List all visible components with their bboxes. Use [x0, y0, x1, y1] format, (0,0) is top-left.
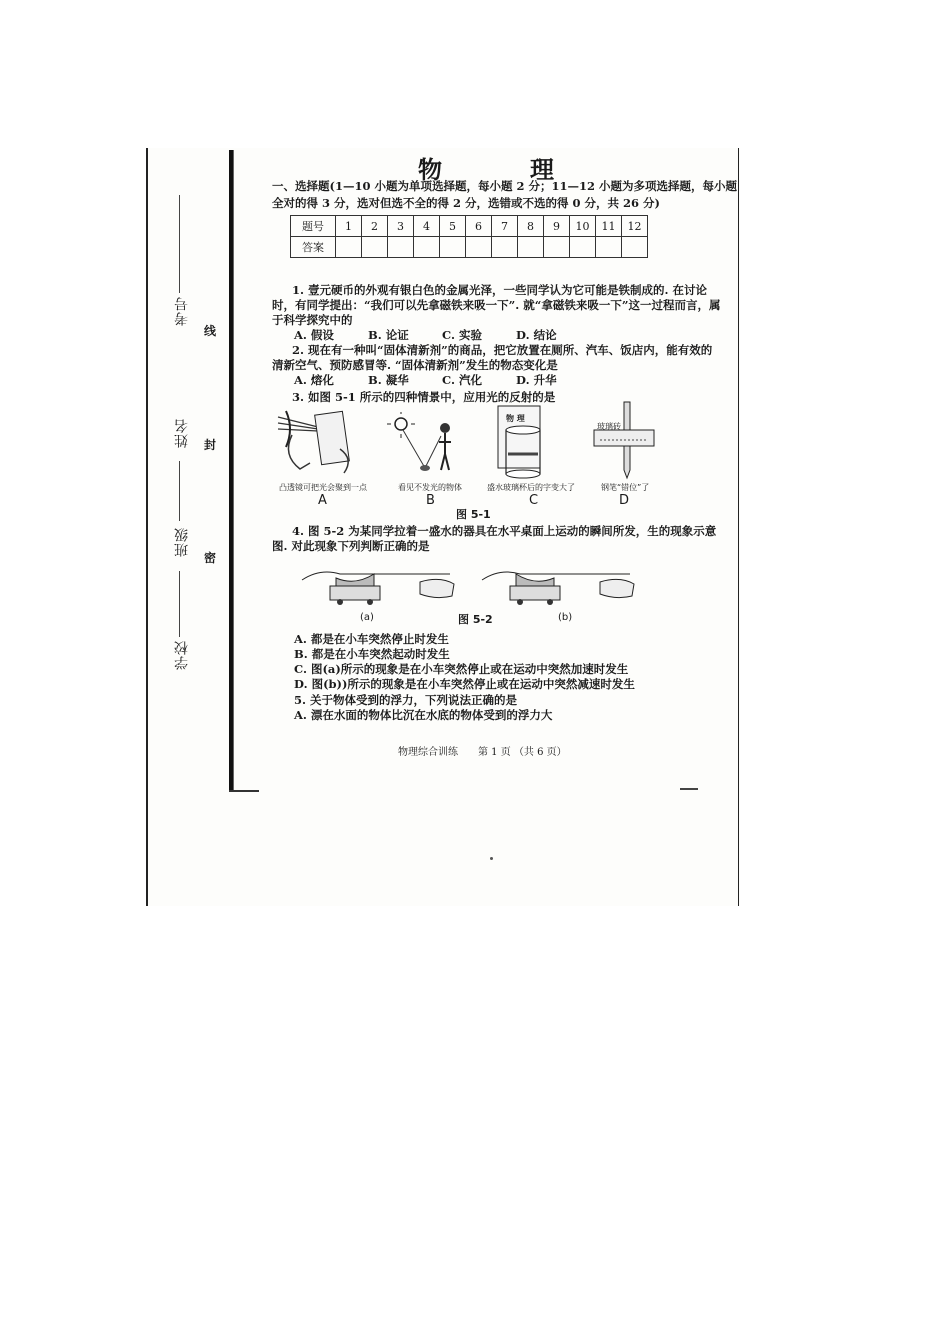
answer-number: 3 [388, 216, 414, 237]
q1-option-c[interactable]: C. 实验 [442, 328, 482, 342]
q4-line-2: 图. 对此现象下列判断正确的是 [272, 539, 430, 553]
answer-cell[interactable] [388, 237, 414, 258]
figure-5-2a [300, 560, 460, 608]
answer-cell[interactable] [570, 237, 596, 258]
q1-line-2: 时，有同学提出：“我们可以先拿磁铁来吸一下”. 就“拿磁铁来吸一下”这一过程而言，属 [272, 298, 721, 312]
school-label: 学校 [174, 640, 190, 670]
q1-options [294, 327, 590, 343]
figure-d-pen [590, 400, 660, 480]
caption-b: 看见不发光的物体 [398, 483, 462, 492]
q1-line-1: 1. 壹元硬币的外观有银白色的金属光泽，一些同学认为它可能是铁制成的. 在讨论 [292, 283, 708, 297]
figure-5-2-label: 图 5-2 [458, 613, 493, 626]
answer-number: 10 [570, 216, 596, 237]
section-instruction-2: 全对的得 3 分，选对但选不全的得 2 分，选错或不选的得 0 分，共 26 分) [272, 196, 660, 210]
name-blank [179, 461, 180, 521]
q3-line-1: 3. 如图 5-1 所示的四种情景中，应用光的反射的是 [292, 390, 556, 404]
q1-line-3: 于科学探究中的 [272, 313, 353, 327]
answer-number: 5 [440, 216, 466, 237]
q5-option-a[interactable]: A. 漂在水面的物体比沉在水底的物体受到的浮力大 [294, 708, 553, 722]
page-title: 物 理 [418, 155, 586, 184]
scan-mark [680, 788, 698, 790]
figure-5-2b [480, 560, 640, 608]
figure-c-label: 物 理 [506, 414, 525, 423]
page-edge-left [146, 148, 148, 906]
answer-cell[interactable] [544, 237, 570, 258]
q2-option-a[interactable]: A. 熔化 [294, 373, 334, 387]
answer-number: 6 [466, 216, 492, 237]
q4-option-c[interactable]: C. 图(a)所示的现象是在小车突然停止或在运动中突然加速时发生 [294, 662, 629, 676]
exam-no-blank [179, 195, 180, 293]
answer-table [290, 215, 648, 258]
label-d: D [619, 493, 630, 508]
figure-d-label: 玻璃砖 [597, 422, 621, 431]
answer-cell[interactable] [596, 237, 622, 258]
q2-line-2: 清新空气、预防感冒等. “固体清新剂”发生的物态变化是 [272, 358, 558, 372]
name-label: 姓名 [174, 418, 190, 448]
sub-label-a: (a) [360, 612, 374, 623]
scan-speck [490, 857, 493, 860]
q4-option-a[interactable]: A. 都是在小车突然停止时发生 [294, 632, 449, 646]
caption-d: 钢笔“错位”了 [601, 483, 650, 492]
answer-cell[interactable] [518, 237, 544, 258]
class-label: 班级 [174, 527, 190, 557]
answer-number: 1 [336, 216, 362, 237]
answer-number: 9 [544, 216, 570, 237]
q2-options [294, 372, 590, 388]
page-footer: 物理综合训练 第 1 页 （共 6 页） [398, 747, 567, 758]
q2-option-d[interactable]: D. 升华 [516, 373, 557, 387]
answer-number: 2 [362, 216, 388, 237]
section-instruction-1: 一、选择题(1—10 小题为单项选择题，每小题 2 分；11—12 小题为多项选择题，每小题 [272, 179, 737, 193]
answer-number: 12 [622, 216, 648, 237]
figure-b-reflection [385, 412, 465, 477]
seal-mi-char: 密 [204, 551, 217, 565]
row-label-number: 题号 [291, 216, 336, 237]
answer-number: 11 [596, 216, 622, 237]
label-b: B [426, 493, 435, 508]
q2-option-c[interactable]: C. 汽化 [442, 373, 482, 387]
answer-cell[interactable] [466, 237, 492, 258]
answer-cell[interactable] [336, 237, 362, 258]
caption-a: 凸透镜可把光会聚到一点 [279, 483, 367, 492]
figure-c-glass [490, 404, 560, 480]
answer-table-answer-row [291, 237, 648, 258]
binding-line-foot [229, 790, 259, 792]
q1-option-d[interactable]: D. 结论 [516, 328, 557, 342]
answer-number: 7 [492, 216, 518, 237]
answer-cell[interactable] [414, 237, 440, 258]
seal-line-char: 线 [204, 324, 217, 338]
answer-cell[interactable] [622, 237, 648, 258]
q4-line-1: 4. 图 5-2 为某同学拉着一盛水的器具在水平桌面上运动的瞬间所发，生的现象示意 [292, 524, 717, 538]
caption-c: 盛水玻璃杯后的字变大了 [487, 483, 575, 492]
answer-number: 4 [414, 216, 440, 237]
sub-label-b: (b) [558, 612, 573, 623]
answer-number: 8 [518, 216, 544, 237]
page-edge-right [738, 148, 739, 906]
q5-line-1: 5. 关于物体受到的浮力，下列说法正确的是 [294, 693, 518, 707]
figure-5-1-label: 图 5-1 [456, 508, 491, 521]
answer-cell[interactable] [362, 237, 388, 258]
q2-line-1: 2. 现在有一种叫“固体清新剂”的商品，把它放置在厕所、汽车、饭店内，能有效的 [292, 343, 713, 357]
answer-cell[interactable] [492, 237, 518, 258]
q4-option-b[interactable]: B. 都是在小车突然起动时发生 [294, 647, 450, 661]
row-label-answer: 答案 [291, 237, 336, 258]
answer-cell[interactable] [440, 237, 466, 258]
q1-option-b[interactable]: B. 论证 [368, 328, 409, 342]
label-c: C [529, 493, 539, 508]
binding-line-shadow [233, 150, 234, 792]
class-blank [179, 571, 180, 637]
q1-option-a[interactable]: A. 假设 [294, 328, 334, 342]
q2-option-b[interactable]: B. 凝华 [368, 373, 409, 387]
q4-option-d[interactable]: D. 图(b))所示的现象是在小车突然停止或在运动中突然减速时发生 [294, 677, 635, 691]
answer-table-number-row [291, 216, 648, 237]
label-a: A [318, 493, 327, 508]
exam-no-label: 考号 [174, 296, 190, 326]
figure-a-lens [270, 405, 360, 480]
seal-feng-char: 封 [204, 438, 217, 452]
